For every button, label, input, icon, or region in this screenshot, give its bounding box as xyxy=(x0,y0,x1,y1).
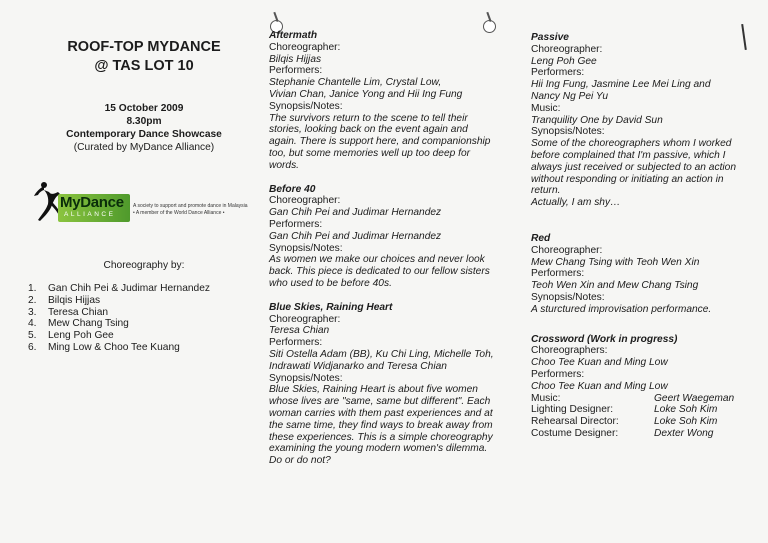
choreographer-value: Gan Chih Pei and Judimar Hernandez xyxy=(269,207,442,219)
performers-label: Performers: xyxy=(531,368,585,380)
notes-line: Actually, I am shy… xyxy=(531,197,621,209)
credit-role: Rehearsal Director: xyxy=(531,416,619,428)
mydance-alliance-logo xyxy=(30,180,266,228)
piece-title: Before 40 xyxy=(269,183,316,195)
performers-line: Vivian Chan, Janice Yong and Hii Ing Fung xyxy=(269,88,463,100)
choreographer-value: Teresa Chian xyxy=(269,325,330,337)
choreographer-label: Choreographer: xyxy=(269,195,341,207)
event-info xyxy=(28,102,260,154)
list-item xyxy=(28,307,260,319)
credit-role: Music: xyxy=(531,392,561,404)
notes-line: Do or do not? xyxy=(269,455,331,467)
notes-line: The survivors return to the scene to tell their xyxy=(269,112,468,124)
choreographer-value: Mew Chang Tsing with Teoh Wen Xin xyxy=(531,256,700,268)
notes-line: before complained that I'm passive, which I xyxy=(531,149,726,161)
notes-line: words. xyxy=(269,159,300,171)
notes-line: whose lives are "same, same but different". Each xyxy=(269,396,491,408)
piece-red xyxy=(531,233,753,316)
piece-title: Red xyxy=(531,232,551,244)
notes-line: A sturctured improvisation performance. xyxy=(531,303,712,315)
piece-title: Crossword (Work in progress) xyxy=(531,333,678,345)
notes-line: who used to be before 40s. xyxy=(269,277,392,289)
choreographer-name: Bilqis Hijjas xyxy=(48,294,101,306)
list-number: 1. xyxy=(28,283,37,294)
credit-row xyxy=(531,393,753,405)
performers-label: Performers: xyxy=(531,67,585,79)
music-label: Music: xyxy=(531,102,561,114)
notes-line: back. This piece is dedicated to our fellow sisters xyxy=(269,266,490,278)
performers-line: Gan Chih Pei and Judimar Hernandez xyxy=(269,230,442,242)
performers-line: Hii Ing Fung, Jasmine Lee Mei Ling and xyxy=(531,79,711,91)
list-item xyxy=(28,318,260,330)
performers-line: Siti Ostella Adam (BB), Ku Chi Ling, Michelle Toh, xyxy=(269,348,494,360)
notes-line: without responding or initiating an action in return. xyxy=(531,173,724,197)
performers-line: Stephanie Chantelle Lim, Crystal Low, xyxy=(269,77,442,89)
logo-name: MyDance xyxy=(60,194,124,211)
choreographer-name: Mew Chang Tsing xyxy=(48,318,129,330)
list-item xyxy=(28,295,260,307)
notes-label: Synopsis/Notes: xyxy=(531,126,605,138)
notes-line: stories, looking back on the event again and xyxy=(269,124,468,136)
piece-crossword xyxy=(531,334,753,440)
performers-line: Choo Tee Kuan and Ming Low xyxy=(531,380,668,392)
event-time: 8.30pm xyxy=(126,116,162,127)
notes-line: woman carries with them past experiences and at xyxy=(269,407,493,419)
credit-name: Geert Waegeman xyxy=(654,392,735,404)
choreographer-label: Choreographer: xyxy=(531,244,603,256)
pieces-column-middle xyxy=(269,30,511,479)
choreography-heading: Choreography by: xyxy=(103,260,185,271)
credit-role: Costume Designer: xyxy=(531,427,619,439)
notes-label: Synopsis/Notes: xyxy=(531,291,605,303)
choreographer-label: Choreographers: xyxy=(531,345,608,357)
performers-label: Performers: xyxy=(269,337,323,349)
choreography-list xyxy=(28,283,260,354)
piece-title: Aftermath xyxy=(269,30,318,41)
notes-label: Synopsis/Notes: xyxy=(269,100,343,112)
credit-row xyxy=(531,416,753,428)
choreographer-value: Leng Poh Gee xyxy=(531,55,597,67)
production-credits xyxy=(531,393,753,440)
piece-before-40 xyxy=(269,184,511,290)
choreographer-label: Choreographer: xyxy=(269,313,341,325)
performers-label: Performers: xyxy=(531,268,585,280)
list-number: 3. xyxy=(28,306,37,318)
program-intro-column xyxy=(28,38,260,354)
logo-tagline-line-2: • A member of the World Dance Alliance • xyxy=(133,209,225,216)
performers-label: Performers: xyxy=(269,65,323,77)
list-number: 4. xyxy=(28,318,37,330)
notes-line: these experiences. This is a simple choreography xyxy=(269,431,493,443)
logo-tagline-line-1: A society to support and promote dance in Malaysia xyxy=(133,203,248,209)
choreographer-name: Leng Poh Gee xyxy=(48,330,114,342)
performers-line: Nancy Ng Pei Yu xyxy=(531,90,609,102)
list-number: 2. xyxy=(28,294,37,306)
performers-line: Indrawati Widjanarko and Teresa Chian xyxy=(269,360,447,372)
logo-badge xyxy=(58,194,130,222)
event-curator: (Curated by MyDance Alliance) xyxy=(73,142,215,153)
piece-aftermath xyxy=(269,30,511,172)
notes-label: Synopsis/Notes: xyxy=(269,242,343,254)
credit-name: Dexter Wong xyxy=(654,427,714,439)
credit-row xyxy=(531,404,753,416)
pieces-column-right xyxy=(531,32,753,452)
notes-line: examining the young modern women's dilemma. xyxy=(269,443,488,455)
list-item xyxy=(28,330,260,342)
event-date: 15 October 2009 xyxy=(104,103,184,114)
choreographer-name: Teresa Chian xyxy=(48,306,109,318)
logo-subtitle: ALLIANCE xyxy=(64,211,116,218)
notes-line: again. There is support here, and companionship xyxy=(269,136,491,148)
list-item xyxy=(28,283,260,295)
choreographer-value: Choo Tee Kuan and Ming Low xyxy=(531,357,668,369)
list-number: 5. xyxy=(28,330,37,342)
program-title xyxy=(28,38,260,76)
notes-label: Synopsis/Notes: xyxy=(269,372,343,384)
notes-line: As women we make our choices and never look xyxy=(269,254,485,266)
choreographer-label: Choreographer: xyxy=(531,43,603,55)
choreographer-value: Bilqis Hijjas xyxy=(269,53,322,65)
title-line-2: @ TAS LOT 10 xyxy=(94,58,194,74)
notes-line: too, but some memories well up too deep for xyxy=(269,147,471,159)
piece-title: Passive xyxy=(531,32,569,43)
credit-name: Loke Soh Kim xyxy=(654,404,718,416)
choreographer-name: Gan Chih Pei & Judimar Hernandez xyxy=(48,283,210,294)
piece-passive xyxy=(531,32,753,209)
title-line-1: ROOF-TOP MYDANCE xyxy=(67,39,221,55)
notes-line: the same time, they find ways to break away from xyxy=(269,419,493,431)
event-name: Contemporary Dance Showcase xyxy=(66,129,222,140)
credit-row xyxy=(531,428,753,440)
credit-role: Lighting Designer: xyxy=(531,404,614,416)
choreographer-label: Choreographer: xyxy=(269,41,341,53)
logo-tagline xyxy=(133,203,273,216)
notes-line: always just received or subjected to an action xyxy=(531,161,736,173)
list-item xyxy=(28,342,260,354)
credit-name: Loke Soh Kim xyxy=(654,416,718,428)
list-number: 6. xyxy=(28,341,37,353)
notes-line: Some of the choreographers whom I worked xyxy=(531,138,732,150)
music-value: Tranquility One by David Sun xyxy=(531,114,663,126)
notes-line: Blue Skies, Raining Heart is about five women xyxy=(269,384,478,396)
choreographer-name: Ming Low & Choo Tee Kuang xyxy=(48,341,180,353)
piece-title: Blue Skies, Raining Heart xyxy=(269,301,393,313)
performers-label: Performers: xyxy=(269,218,323,230)
piece-blue-skies xyxy=(269,302,511,467)
performers-line: Teoh Wen Xin and Mew Chang Tsing xyxy=(531,280,699,292)
